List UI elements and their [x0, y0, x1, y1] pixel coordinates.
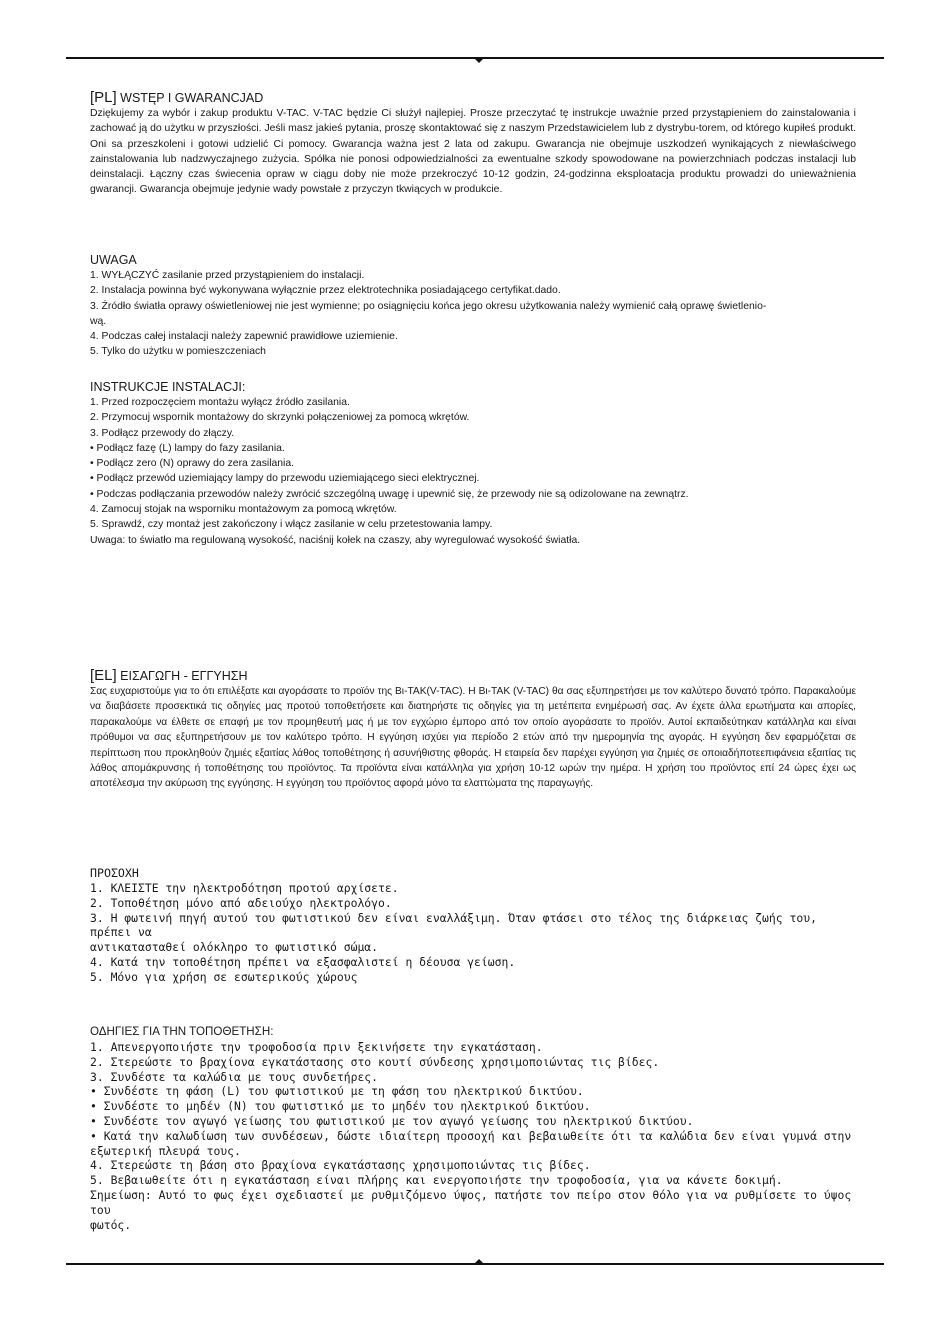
pl-warning-section — [90, 252, 856, 360]
list-item: εξωτερική πλευρά τους. — [90, 1143, 241, 1158]
list-item: 5. Tylko do użytku w pomieszczeniach — [90, 346, 266, 358]
pl-intro-section — [90, 90, 856, 198]
list-item: 4. Κατά την τοποθέτηση πρέπει να εξασφαλιστεί η δέουσα γείωση. — [90, 954, 516, 969]
list-item: 3. Źródło światła oprawy oświetleniowej nie jest wymienne; po osiągnięciu końca jego okresu użytkowania należy wymienić całą oprawę świetlenio- — [90, 300, 767, 312]
list-item: • Podczas podłączania przewodów należy zwrócić szczególną uwagę i upewnić się, że przewody nie są odizolowane na zewnątrz. — [90, 488, 689, 500]
list-item: 2. Τοποθέτηση μόνο από αδειούχο ηλεκτρολόγο. — [90, 895, 392, 910]
list-item: 1. Απενεργοποιήστε την τροφοδοσία πριν ξεκινήσετε την εγκατάσταση. — [90, 1040, 543, 1054]
list-item: Uwaga: to światło ma regulowaną wysokość, naciśnij kołek na czaszy, aby wyregulować wysokość światła. — [90, 534, 581, 546]
list-item: • Podłącz zero (N) oprawy do zera zasilania. — [90, 458, 295, 470]
list-item: 5. Βεβαιωθείτε ότι η εγκατάσταση είναι πλήρης και ενεργοποιήστε την τροφοδοσία, για να κάνετε δοκιμή. — [90, 1173, 783, 1188]
list-item: 1. Przed rozpoczęciem montażu wyłącz źródło zasilania. — [90, 397, 350, 408]
pl-lang-code: [PL] — [90, 89, 117, 106]
pl-warning-heading: UWAGA — [90, 253, 137, 267]
list-item: Σημείωση: Αυτό το φως έχει σχεδιαστεί με ρυθμιζόμενο ύψος, πατήστε τον πείρο στον θόλο για να ρυθμίσετε το ύψος του — [90, 1187, 852, 1217]
list-item: • Podłącz przewód uziemiający lampy do przewodu uziemiającego sieci elektrycznej. — [90, 473, 480, 485]
el-lang-code: [EL] — [90, 667, 117, 684]
pl-intro-title — [90, 90, 856, 106]
el-warning-list — [90, 881, 856, 985]
list-item: wą. — [90, 315, 107, 327]
bottom-rule-notch — [474, 1259, 484, 1264]
list-item: αντικατασταθεί ολόκληρο το φωτιστικό σώμα. — [90, 940, 379, 955]
el-warning-heading: ΠΡΟΣΟΧΗ — [90, 866, 139, 880]
pl-intro-body: Dziękujemy za wybór i zakup produktu V-TAC. V-TAC będzie Ci służył najlepiej. Prosze przeczytać tę instrukcje uważnie przed przystąpieniem do zainstalowania i zachować ją do użytku w przyszłości. Jeśli masz jakieś pytania, proszę skontaktować się z naszym Przedstawicielem lub z dystrybu-torem, od którego kupiłeś produkt. Oni sa przeszkoleni i gotowi udzielić Ci pomocy. Gwarancja ważna jest 2 lata od zakupu. Gwarancja nie obejmuje uszkodzeń wynikających z niewłaściwego zainstalowania lub nadzwyczajnego zużycia. Spółka nie ponosi odpowiedzialności za ewentualne szkody spowodowane na powierzchniach podczas instalacji lub deinstalacji. Łączny czas świecenia opraw w ciągu doby nie może przekroczyć 10-12 godzin, 24-godzinna eksploatacja produktu prowadzi do unieważnienia gwarancji. Gwarancja obejmuje jedynie wady powstałe z przyczyn tkwiących w produkcie. — [90, 108, 856, 196]
pl-install-section — [90, 379, 856, 548]
el-install-heading: ΟΔΗΓΙΕΣ ΓΙΑ ΤΗΝ ΤΟΠΟΘΕΤΗΣΗ: — [90, 1025, 274, 1038]
list-item: • Κατά την καλωδίωση των συνδέσεων, δώστε ιδιαίτερη προσοχή και βεβαιωθείτε ότι τα καλώδια δεν είναι γυμνά στην — [90, 1128, 852, 1143]
list-item: 1. WYŁĄCZYĆ zasilanie przed przystąpieniem do instalacji. — [90, 270, 365, 281]
list-item: 2. Przymocuj wspornik montażowy do skrzynki połączeniowej za pomocą wkrętów. — [90, 412, 470, 424]
list-item: 4. Podczas całej instalacji należy zapewnić prawidłowe uziemienie. — [90, 331, 398, 343]
list-item: 5. Μόνο για χρήση σε εσωτερικούς χώρους — [90, 969, 358, 984]
list-item: φωτός. — [90, 1217, 132, 1232]
pl-install-list — [90, 395, 856, 548]
el-intro-section — [90, 668, 856, 792]
list-item: 3. Συνδέστε τα καλώδια με τους συνδετήρες. — [90, 1069, 379, 1084]
list-item: • Συνδέστε τον αγωγό γείωσης του φωτιστικού με τον αγωγό γείωσης του ηλεκτρικού δικτύου. — [90, 1113, 694, 1128]
el-intro-heading: ΕΙΣΑΓΩΓΗ - ΕΓΓΥΗΣΗ — [120, 669, 248, 683]
list-item: 1. ΚΛΕΙΣΤΕ την ηλεκτροδότηση προτού αρχίσετε. — [90, 881, 399, 895]
top-rule-notch — [474, 58, 484, 63]
list-item: 2. Στερεώστε το βραχίονα εγκατάστασης στο κουτί σύνδεσης χρησιμοποιώντας τις βίδες. — [90, 1054, 660, 1069]
el-warning-section — [90, 865, 856, 985]
el-install-list — [90, 1040, 856, 1232]
list-item: 4. Στερεώστε τη βάση στο βραχίονα εγκατάστασης χρησιμοποιώντας τις βίδες. — [90, 1158, 591, 1173]
pl-warning-list — [90, 268, 856, 360]
list-item: • Podłącz fazę (L) lampy do fazy zasilania. — [90, 442, 285, 454]
list-item: 5. Sprawdź, czy montaż jest zakończony i włącz zasilanie w celu przetestowania lampy. — [90, 519, 493, 531]
pl-intro-heading: WSTĘP I GWARANCJAD — [120, 91, 264, 105]
list-item: 3. Η φωτεινή πηγή αυτού του φωτιστικού δεν είναι εναλλάξιμη. Όταν φτάσει στο τέλος της διάρκειας ζωής του, πρέπει να — [90, 910, 817, 940]
el-install-section — [90, 1024, 856, 1232]
list-item: • Συνδέστε το μηδέν (N) του φωτιστικό με το μηδέν του ηλεκτρικού δικτύου. — [90, 1099, 591, 1114]
list-item: 2. Instalacja powinna być wykonywana wyłącznie przez elektrotechnika posiadającego certyfikat.dado. — [90, 285, 561, 297]
list-item: 4. Zamocuj stojak na wsporniku montażowym za pomocą wkrętów. — [90, 504, 397, 516]
list-item: • Συνδέστε τη φάση (L) του φωτιστικού με τη φάση του ηλεκτρικού δικτύου. — [90, 1084, 584, 1099]
el-intro-title — [90, 668, 856, 684]
el-intro-body: Σας ευχαριστούμε για το ότι επιλέξατε και αγοράσατε το προϊόν της Βι-ΤΑΚ(V-TAC). Η Βι-ΤΑΚ (V-TAC) θα σας εξυπηρετήσει με τον καλύτερο δυνατό τρόπο. Παρακαλούμε να διαβάσετε προσεκτικά τις οδηγίες μας προτού τοποθετήσετε και διατηρήστε τις οδηγίες για τη μετέπειτα ενημέρωσή σας. Αν έχετε άλλα ερωτήματα και απορίες, παρακαλούμε να έλθετε σε επαφή με τον προμηθευτή μας ή με τον εγχώριο έμπορο από τον οποίο αγοράσατε το προϊόν. Αυτοί εκπαιδεύτηκαν κατάλληλα και είναι πρόθυμοι να σας εξυπηρετήσουν με τον καλύτερο τρόπο. Η εγγύηση ισχύει για περίοδο 2 ετών από την ημερομηνία της αγοράς. Η εγγύηση δεν εφαρμόζεται σε περίπτωση που προκληθούν ζημιές εξαιτίας λάθος τοποθέτησης ή ασυνήθιστης φθοράς. Η εταιρεία δεν παρέχει εγγύηση για ζημιές σε οποιαδήποτεεπιφάνεια εξαιτίας τις λάθος απομάκρυνσης ή τοποθέτησης του προϊόντος. Τα προϊόντα είναι κατάλληλα για χρήση 10-12 ωρών την ημέρα. Η χρήση του προϊόντος επί 24 ώρες έχει ως αποτέλεσμα την ακύρωση της εγγύησης. Η εγγύηση του προϊόντος αφορά μόνο τα ελαττώματα της παραγωγής. — [90, 686, 856, 790]
list-item: 3. Podłącz przewody do złączy. — [90, 427, 235, 439]
pl-install-heading: INSTRUKCJE INSTALACJI: — [90, 380, 246, 394]
